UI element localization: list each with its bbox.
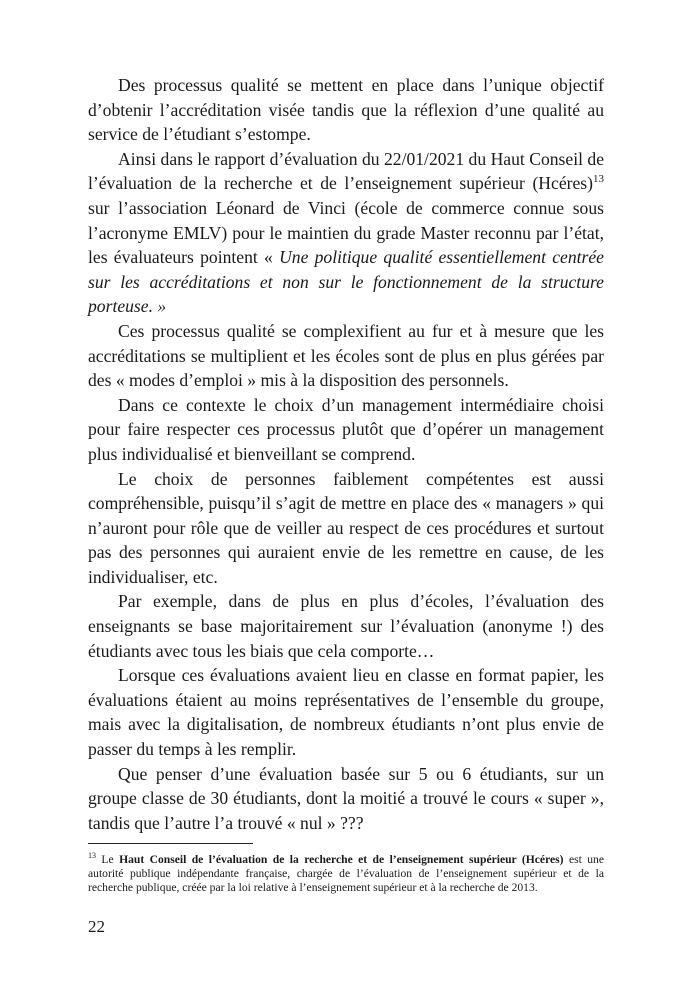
paragraph-7: Lorsque ces évaluations avaient lieu en classe en format papier, les évaluations étaient au moins représentatives de l’ensemble du groupe, mais avec la digitalisation, de nombreux étudiants n’ont plus envie de passer du temps à les remplir. <box>88 665 604 760</box>
paragraph-4: Dans ce contexte le choix d’un management intermédiaire choisi pour faire respecter ces processus plutôt que d’opérer un management plus individualisé et bienveillant se comprend. <box>88 394 604 464</box>
paragraph-8: Que penser d’une évaluation basée sur 5 ou 6 étudiants, sur un groupe classe de 30 étudiants, dont la moitié a trouvé le cours « super », tandis que l’autre l’a trouvé « nul » ??? <box>88 763 604 833</box>
paragraph-5: Le choix de personnes faiblement compétentes est aussi compréhensible, puisqu’il s’agit de mettre en place des « managers » qui n’auront pour rôle que de veiller au respect de ces procédures et surtout pas des personnes qui auraient envie de les remettre en cause, de les individualiser, etc. <box>88 468 604 587</box>
footnote-number: 13 <box>88 851 96 861</box>
page-number: 22 <box>88 917 105 936</box>
paragraph-3: Ces processus qualité se complexifient au fur et à mesure que les accréditations se multiplient et les écoles sont de plus en plus gérées par des « modes d’emploi » mis à la disposition des personnels. <box>88 320 604 391</box>
footnote-separator <box>88 843 253 844</box>
paragraph-2 <box>88 147 604 319</box>
paragraph-2-text-b: sur l’association Léonard de Vinci (école de commerce connue sous l’acronyme EMLV) pour le maintien du grade Master reconnu par l’état, les évaluateurs pointent « <box>88 197 604 268</box>
footnote <box>88 853 604 895</box>
paragraph-6: Par exemple, dans de plus en plus d’écoles, l’évaluation des enseignants se base majoritairement sur l’évaluation (anonyme !) des étudiants avec tous les biais que cela comporte… <box>88 591 604 661</box>
paragraph-2-quote: Une politique qualité essentiellement centrée sur les accréditations et non sur le fonctionnement de la structure porteuse. » <box>88 247 604 317</box>
body-text <box>88 73 604 835</box>
footnote-lead: Le <box>96 853 120 866</box>
footnote-text: est une autorité publique indépendante française, chargée de l’évaluation de l’enseignement supérieur et de la recherche publique, créée par la loi relative à l’enseignement supérieur et à la recherche de 2013. <box>88 853 604 894</box>
footnote-reference: 13 <box>593 173 604 186</box>
paragraph-2-text-a: Ainsi dans le rapport d’évaluation du 22/01/2021 du Haut Conseil de l’évaluation de la recherche et de l’enseignement supérieur (Hcéres) <box>88 148 604 194</box>
paragraph-1: Des processus qualité se mettent en place dans l’unique objectif d’obtenir l’accréditation visée tandis que la réflexion d’une qualité au service de l’étudiant s’estompe. <box>88 75 604 145</box>
footnote-bold-term: Haut Conseil de l’évaluation de la recherche et de l’enseignement supérieur (Hcéres) <box>119 853 564 866</box>
